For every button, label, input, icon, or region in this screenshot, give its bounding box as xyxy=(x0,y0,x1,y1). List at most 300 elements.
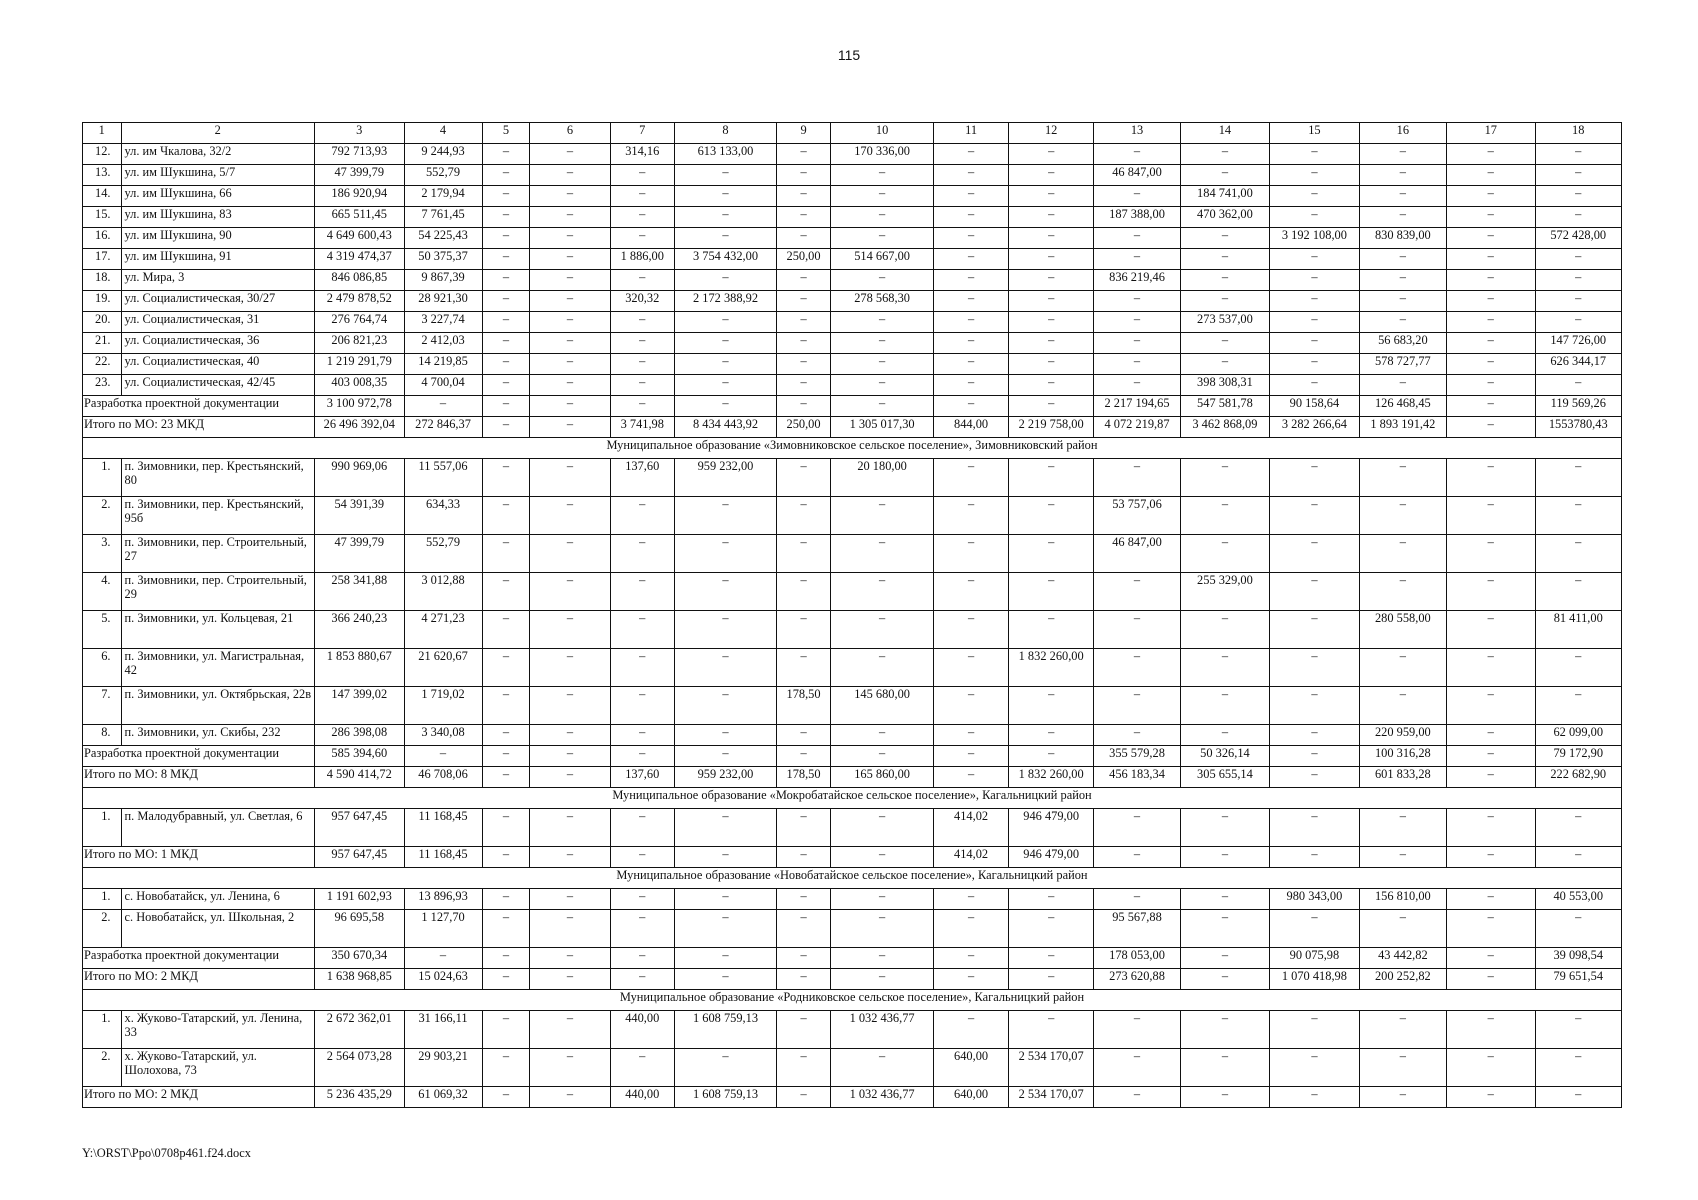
value-cell: – xyxy=(610,354,675,375)
value-cell: 137,60 xyxy=(610,459,675,497)
value-cell: – xyxy=(530,746,610,767)
value-cell: – xyxy=(482,375,530,396)
value-cell: 278 568,30 xyxy=(831,291,934,312)
row-number: 19. xyxy=(83,291,122,312)
value-cell: – xyxy=(1270,611,1359,649)
value-cell: 1 608 759,13 xyxy=(675,1011,777,1049)
value-cell: 90 158,64 xyxy=(1270,396,1359,417)
value-cell: – xyxy=(610,396,675,417)
municipality-header-row xyxy=(83,438,1622,459)
table-row xyxy=(83,333,1622,354)
value-cell: – xyxy=(1009,144,1094,165)
value-cell: 4 271,23 xyxy=(404,611,482,649)
value-cell: 440,00 xyxy=(610,1011,675,1049)
value-cell: – xyxy=(776,649,830,687)
value-cell: 156 810,00 xyxy=(1359,889,1446,910)
address-cell: п. Зимовники, ул. Октябрьская, 22в xyxy=(121,687,315,725)
row-number: 17. xyxy=(83,249,122,270)
value-cell: 187 388,00 xyxy=(1094,207,1180,228)
value-cell: 601 833,28 xyxy=(1359,767,1446,788)
value-cell: 1 886,00 xyxy=(610,249,675,270)
value-cell: – xyxy=(1359,144,1446,165)
value-cell: – xyxy=(1447,333,1535,354)
value-cell: – xyxy=(934,687,1009,725)
value-cell: – xyxy=(1180,354,1269,375)
value-cell: – xyxy=(776,291,830,312)
page-number: 115 xyxy=(837,47,861,63)
table-row xyxy=(83,725,1622,746)
value-cell: – xyxy=(610,889,675,910)
value-cell: – xyxy=(1180,459,1269,497)
value-cell: 1 305 017,30 xyxy=(831,417,934,438)
value-cell: 640,00 xyxy=(934,1087,1009,1108)
address-cell: ул. Мира, 3 xyxy=(121,270,315,291)
value-cell: 11 168,45 xyxy=(404,809,482,847)
table-row xyxy=(83,312,1622,333)
value-cell: – xyxy=(1359,207,1446,228)
value-cell: – xyxy=(1447,847,1535,868)
value-cell: – xyxy=(776,847,830,868)
value-cell: – xyxy=(1270,725,1359,746)
value-cell: – xyxy=(675,847,777,868)
value-cell: – xyxy=(610,948,675,969)
value-cell: – xyxy=(530,910,610,948)
value-cell: – xyxy=(831,809,934,847)
value-cell: 1 219 291,79 xyxy=(315,354,404,375)
row-number: 2. xyxy=(83,497,122,535)
value-cell: – xyxy=(1447,573,1535,611)
value-cell: 2 179,94 xyxy=(404,186,482,207)
column-header: 16 xyxy=(1359,123,1446,144)
value-cell: – xyxy=(530,354,610,375)
value-cell: – xyxy=(610,847,675,868)
value-cell: – xyxy=(530,847,610,868)
value-cell: 2 217 194,65 xyxy=(1094,396,1180,417)
value-cell: 165 860,00 xyxy=(831,767,934,788)
value-cell: – xyxy=(530,165,610,186)
value-cell: 170 336,00 xyxy=(831,144,934,165)
value-cell: – xyxy=(1009,312,1094,333)
value-cell: – xyxy=(1180,969,1269,990)
value-cell: – xyxy=(1447,459,1535,497)
table-row xyxy=(83,249,1622,270)
value-cell: – xyxy=(530,186,610,207)
row-number: 15. xyxy=(83,207,122,228)
address-cell: ул. Социалистическая, 30/27 xyxy=(121,291,315,312)
value-cell: 3 340,08 xyxy=(404,725,482,746)
value-cell: – xyxy=(934,207,1009,228)
value-cell: – xyxy=(482,312,530,333)
value-cell: 403 008,35 xyxy=(315,375,404,396)
value-cell: – xyxy=(776,969,830,990)
value-cell: – xyxy=(831,611,934,649)
value-cell: – xyxy=(776,910,830,948)
value-cell: 9 867,39 xyxy=(404,270,482,291)
address-cell: п. Зимовники, пер. Крестьянский, 95б xyxy=(121,497,315,535)
value-cell: – xyxy=(610,333,675,354)
value-cell: – xyxy=(1359,291,1446,312)
value-cell: 147 726,00 xyxy=(1535,333,1622,354)
value-cell: 4 700,04 xyxy=(404,375,482,396)
value-cell: – xyxy=(482,649,530,687)
value-cell: 414,02 xyxy=(934,847,1009,868)
value-cell: – xyxy=(1009,948,1094,969)
value-cell: – xyxy=(776,459,830,497)
value-cell: – xyxy=(831,270,934,291)
table-row xyxy=(83,165,1622,186)
column-header: 6 xyxy=(530,123,610,144)
value-cell: 137,60 xyxy=(610,767,675,788)
value-cell: – xyxy=(610,725,675,746)
value-cell: – xyxy=(1447,969,1535,990)
value-cell: – xyxy=(776,144,830,165)
value-cell: – xyxy=(1009,270,1094,291)
value-cell: – xyxy=(934,249,1009,270)
value-cell: – xyxy=(1094,1049,1180,1087)
value-cell: 1 853 880,67 xyxy=(315,649,404,687)
value-cell: – xyxy=(1535,207,1622,228)
value-cell: – xyxy=(831,228,934,249)
value-cell: – xyxy=(1359,270,1446,291)
value-cell: 470 362,00 xyxy=(1180,207,1269,228)
value-cell: – xyxy=(1270,459,1359,497)
value-cell: 46 847,00 xyxy=(1094,165,1180,186)
value-cell: 456 183,34 xyxy=(1094,767,1180,788)
value-cell: – xyxy=(1180,809,1269,847)
value-cell: – xyxy=(530,1049,610,1087)
value-cell: – xyxy=(530,396,610,417)
value-cell: – xyxy=(1094,249,1180,270)
value-cell: 355 579,28 xyxy=(1094,746,1180,767)
value-cell: – xyxy=(1270,354,1359,375)
value-cell: – xyxy=(482,249,530,270)
value-cell: – xyxy=(1447,889,1535,910)
value-cell: – xyxy=(1094,809,1180,847)
column-header: 7 xyxy=(610,123,675,144)
address-cell: ул. Социалистическая, 31 xyxy=(121,312,315,333)
table-row xyxy=(83,573,1622,611)
value-cell: – xyxy=(1180,889,1269,910)
value-cell: – xyxy=(1270,291,1359,312)
value-cell: – xyxy=(1447,270,1535,291)
address-cell: с. Новобатайск, ул. Ленина, 6 xyxy=(121,889,315,910)
value-cell: – xyxy=(610,611,675,649)
value-cell: 314,16 xyxy=(610,144,675,165)
value-cell: 3 100 972,78 xyxy=(315,396,404,417)
value-cell: – xyxy=(934,459,1009,497)
value-cell: – xyxy=(530,767,610,788)
value-cell: – xyxy=(1270,270,1359,291)
value-cell: – xyxy=(776,186,830,207)
value-cell: – xyxy=(1359,1049,1446,1087)
value-cell: – xyxy=(675,611,777,649)
value-cell: 2 172 388,92 xyxy=(675,291,777,312)
value-cell: – xyxy=(1535,144,1622,165)
value-cell: – xyxy=(934,725,1009,746)
address-cell: ул. им Шукшина, 83 xyxy=(121,207,315,228)
value-cell: – xyxy=(482,969,530,990)
value-cell: – xyxy=(1270,497,1359,535)
value-cell: – xyxy=(776,333,830,354)
value-cell: 3 462 868,09 xyxy=(1180,417,1269,438)
value-cell: – xyxy=(934,165,1009,186)
value-cell: – xyxy=(1009,1011,1094,1049)
table-row xyxy=(83,910,1622,948)
value-cell: – xyxy=(1270,767,1359,788)
value-cell: – xyxy=(1180,1087,1269,1108)
value-cell: – xyxy=(610,165,675,186)
row-number: 1. xyxy=(83,459,122,497)
value-cell: – xyxy=(934,144,1009,165)
value-cell: 578 727,77 xyxy=(1359,354,1446,375)
value-cell: 29 903,21 xyxy=(404,1049,482,1087)
value-cell: – xyxy=(482,809,530,847)
row-number: 6. xyxy=(83,649,122,687)
value-cell: 222 682,90 xyxy=(1535,767,1622,788)
value-cell: – xyxy=(482,459,530,497)
row-number: 22. xyxy=(83,354,122,375)
value-cell: – xyxy=(1270,1011,1359,1049)
address-cell: х. Жуково-Татарский, ул. Ленина, 33 xyxy=(121,1011,315,1049)
value-cell: – xyxy=(675,1049,777,1087)
value-cell: – xyxy=(831,746,934,767)
table-row xyxy=(83,889,1622,910)
value-cell: – xyxy=(1009,165,1094,186)
value-cell: – xyxy=(776,746,830,767)
value-cell: – xyxy=(482,165,530,186)
value-cell: – xyxy=(776,207,830,228)
value-cell: – xyxy=(776,396,830,417)
row-number: 8. xyxy=(83,725,122,746)
address-cell: ул. им Чкалова, 32/2 xyxy=(121,144,315,165)
value-cell: – xyxy=(675,165,777,186)
value-cell: 836 219,46 xyxy=(1094,270,1180,291)
value-cell: – xyxy=(1009,459,1094,497)
value-cell: 990 969,06 xyxy=(315,459,404,497)
value-cell: – xyxy=(1180,291,1269,312)
value-cell: – xyxy=(530,270,610,291)
value-cell: – xyxy=(404,948,482,969)
value-cell: 96 695,58 xyxy=(315,910,404,948)
value-cell: – xyxy=(1094,228,1180,249)
value-cell: 62 099,00 xyxy=(1535,725,1622,746)
value-cell: 79 651,54 xyxy=(1535,969,1622,990)
value-cell: – xyxy=(1359,497,1446,535)
value-cell: 286 398,08 xyxy=(315,725,404,746)
value-cell: – xyxy=(675,725,777,746)
value-cell: 39 098,54 xyxy=(1535,948,1622,969)
value-cell: 31 166,11 xyxy=(404,1011,482,1049)
value-cell: 13 896,93 xyxy=(404,889,482,910)
row-number: 1. xyxy=(83,889,122,910)
table-row xyxy=(83,497,1622,535)
value-cell: – xyxy=(1447,1011,1535,1049)
summary-row xyxy=(83,969,1622,990)
value-cell: – xyxy=(1535,809,1622,847)
value-cell: 54 225,43 xyxy=(404,228,482,249)
value-cell: – xyxy=(1535,312,1622,333)
value-cell: – xyxy=(675,687,777,725)
data-table xyxy=(82,122,1622,1108)
value-cell: 1 832 260,00 xyxy=(1009,767,1094,788)
table-row xyxy=(83,375,1622,396)
value-cell: 640,00 xyxy=(934,1049,1009,1087)
value-cell: – xyxy=(675,270,777,291)
value-cell: – xyxy=(1535,291,1622,312)
value-cell: – xyxy=(1447,746,1535,767)
value-cell: – xyxy=(831,725,934,746)
value-cell: – xyxy=(1094,144,1180,165)
value-cell: – xyxy=(1535,249,1622,270)
address-cell: х. Жуково-Татарский, ул. Шолохова, 73 xyxy=(121,1049,315,1087)
value-cell: – xyxy=(610,228,675,249)
summary-row xyxy=(83,948,1622,969)
value-cell: – xyxy=(675,312,777,333)
value-cell: 79 172,90 xyxy=(1535,746,1622,767)
value-cell: 4 319 474,37 xyxy=(315,249,404,270)
row-number: 18. xyxy=(83,270,122,291)
row-number: 21. xyxy=(83,333,122,354)
value-cell: 145 680,00 xyxy=(831,687,934,725)
value-cell: 11 557,06 xyxy=(404,459,482,497)
row-number: 16. xyxy=(83,228,122,249)
value-cell: – xyxy=(776,725,830,746)
value-cell: – xyxy=(1009,746,1094,767)
municipality-title: Муниципальное образование «Зимовниковское сельское поселение», Зимовниковский район xyxy=(83,438,1622,459)
value-cell: 1 070 418,98 xyxy=(1270,969,1359,990)
value-cell: 7 761,45 xyxy=(404,207,482,228)
value-cell: – xyxy=(831,948,934,969)
summary-label: Итого по МО: 1 МКД xyxy=(83,847,315,868)
row-number: 14. xyxy=(83,186,122,207)
value-cell: – xyxy=(1359,375,1446,396)
value-cell: 3 754 432,00 xyxy=(675,249,777,270)
value-cell: – xyxy=(831,535,934,573)
value-cell: – xyxy=(934,910,1009,948)
value-cell: – xyxy=(831,649,934,687)
value-cell: – xyxy=(1009,910,1094,948)
value-cell: 320,32 xyxy=(610,291,675,312)
value-cell: – xyxy=(675,948,777,969)
value-cell: – xyxy=(776,573,830,611)
value-cell: – xyxy=(1180,910,1269,948)
value-cell: 258 341,88 xyxy=(315,573,404,611)
value-cell: 2 534 170,07 xyxy=(1009,1049,1094,1087)
value-cell: – xyxy=(482,611,530,649)
value-cell: – xyxy=(1094,291,1180,312)
value-cell: – xyxy=(934,396,1009,417)
row-number: 2. xyxy=(83,1049,122,1087)
column-header: 3 xyxy=(315,123,404,144)
value-cell: – xyxy=(1535,1011,1622,1049)
address-cell: п. Зимовники, пер. Строительный, 27 xyxy=(121,535,315,573)
value-cell: – xyxy=(675,497,777,535)
value-cell: – xyxy=(831,889,934,910)
value-cell: – xyxy=(1270,809,1359,847)
value-cell: – xyxy=(482,1049,530,1087)
value-cell: 665 511,45 xyxy=(315,207,404,228)
value-cell: – xyxy=(1009,687,1094,725)
value-cell: – xyxy=(934,228,1009,249)
value-cell: – xyxy=(934,291,1009,312)
value-cell: – xyxy=(1270,910,1359,948)
value-cell: 547 581,78 xyxy=(1180,396,1269,417)
value-cell: 1 719,02 xyxy=(404,687,482,725)
value-cell: – xyxy=(1094,847,1180,868)
value-cell: – xyxy=(934,889,1009,910)
value-cell: – xyxy=(934,312,1009,333)
value-cell: – xyxy=(1009,207,1094,228)
value-cell: – xyxy=(1180,333,1269,354)
value-cell: – xyxy=(1535,165,1622,186)
value-cell: 126 468,45 xyxy=(1359,396,1446,417)
value-cell: 572 428,00 xyxy=(1535,228,1622,249)
value-cell: 4 649 600,43 xyxy=(315,228,404,249)
summary-label: Разработка проектной документации xyxy=(83,746,315,767)
value-cell: – xyxy=(1180,535,1269,573)
value-cell: – xyxy=(610,375,675,396)
value-cell: – xyxy=(831,497,934,535)
value-cell: – xyxy=(831,354,934,375)
value-cell: – xyxy=(610,573,675,611)
summary-label: Разработка проектной документации xyxy=(83,396,315,417)
value-cell: – xyxy=(1359,535,1446,573)
value-cell: – xyxy=(831,186,934,207)
value-cell: – xyxy=(610,746,675,767)
value-cell: 61 069,32 xyxy=(404,1087,482,1108)
value-cell: – xyxy=(1094,333,1180,354)
value-cell: 9 244,93 xyxy=(404,144,482,165)
value-cell: 95 567,88 xyxy=(1094,910,1180,948)
value-cell: 28 921,30 xyxy=(404,291,482,312)
value-cell: – xyxy=(1359,312,1446,333)
value-cell: – xyxy=(530,1011,610,1049)
value-cell: 3 012,88 xyxy=(404,573,482,611)
value-cell: – xyxy=(1094,1011,1180,1049)
value-cell: 5 236 435,29 xyxy=(315,1087,404,1108)
value-cell: 40 553,00 xyxy=(1535,889,1622,910)
value-cell: 276 764,74 xyxy=(315,312,404,333)
value-cell: – xyxy=(482,270,530,291)
value-cell: 147 399,02 xyxy=(315,687,404,725)
value-cell: 4 590 414,72 xyxy=(315,767,404,788)
value-cell: – xyxy=(610,649,675,687)
value-cell: – xyxy=(530,333,610,354)
address-cell: п. Малодубравный, ул. Светлая, 6 xyxy=(121,809,315,847)
value-cell: – xyxy=(1359,910,1446,948)
value-cell: – xyxy=(530,1087,610,1108)
value-cell: – xyxy=(1180,611,1269,649)
value-cell: 206 821,23 xyxy=(315,333,404,354)
value-cell: – xyxy=(530,228,610,249)
value-cell: – xyxy=(1009,291,1094,312)
value-cell: – xyxy=(1094,459,1180,497)
column-header: 14 xyxy=(1180,123,1269,144)
column-header: 10 xyxy=(831,123,934,144)
value-cell: 552,79 xyxy=(404,535,482,573)
value-cell: – xyxy=(610,809,675,847)
value-cell: 959 232,00 xyxy=(675,767,777,788)
value-cell: – xyxy=(1270,1049,1359,1087)
value-cell: – xyxy=(934,186,1009,207)
table-row xyxy=(83,354,1622,375)
value-cell: – xyxy=(482,186,530,207)
value-cell: – xyxy=(675,573,777,611)
value-cell: – xyxy=(530,459,610,497)
value-cell: – xyxy=(482,207,530,228)
value-cell: 957 647,45 xyxy=(315,809,404,847)
value-cell: – xyxy=(482,354,530,375)
